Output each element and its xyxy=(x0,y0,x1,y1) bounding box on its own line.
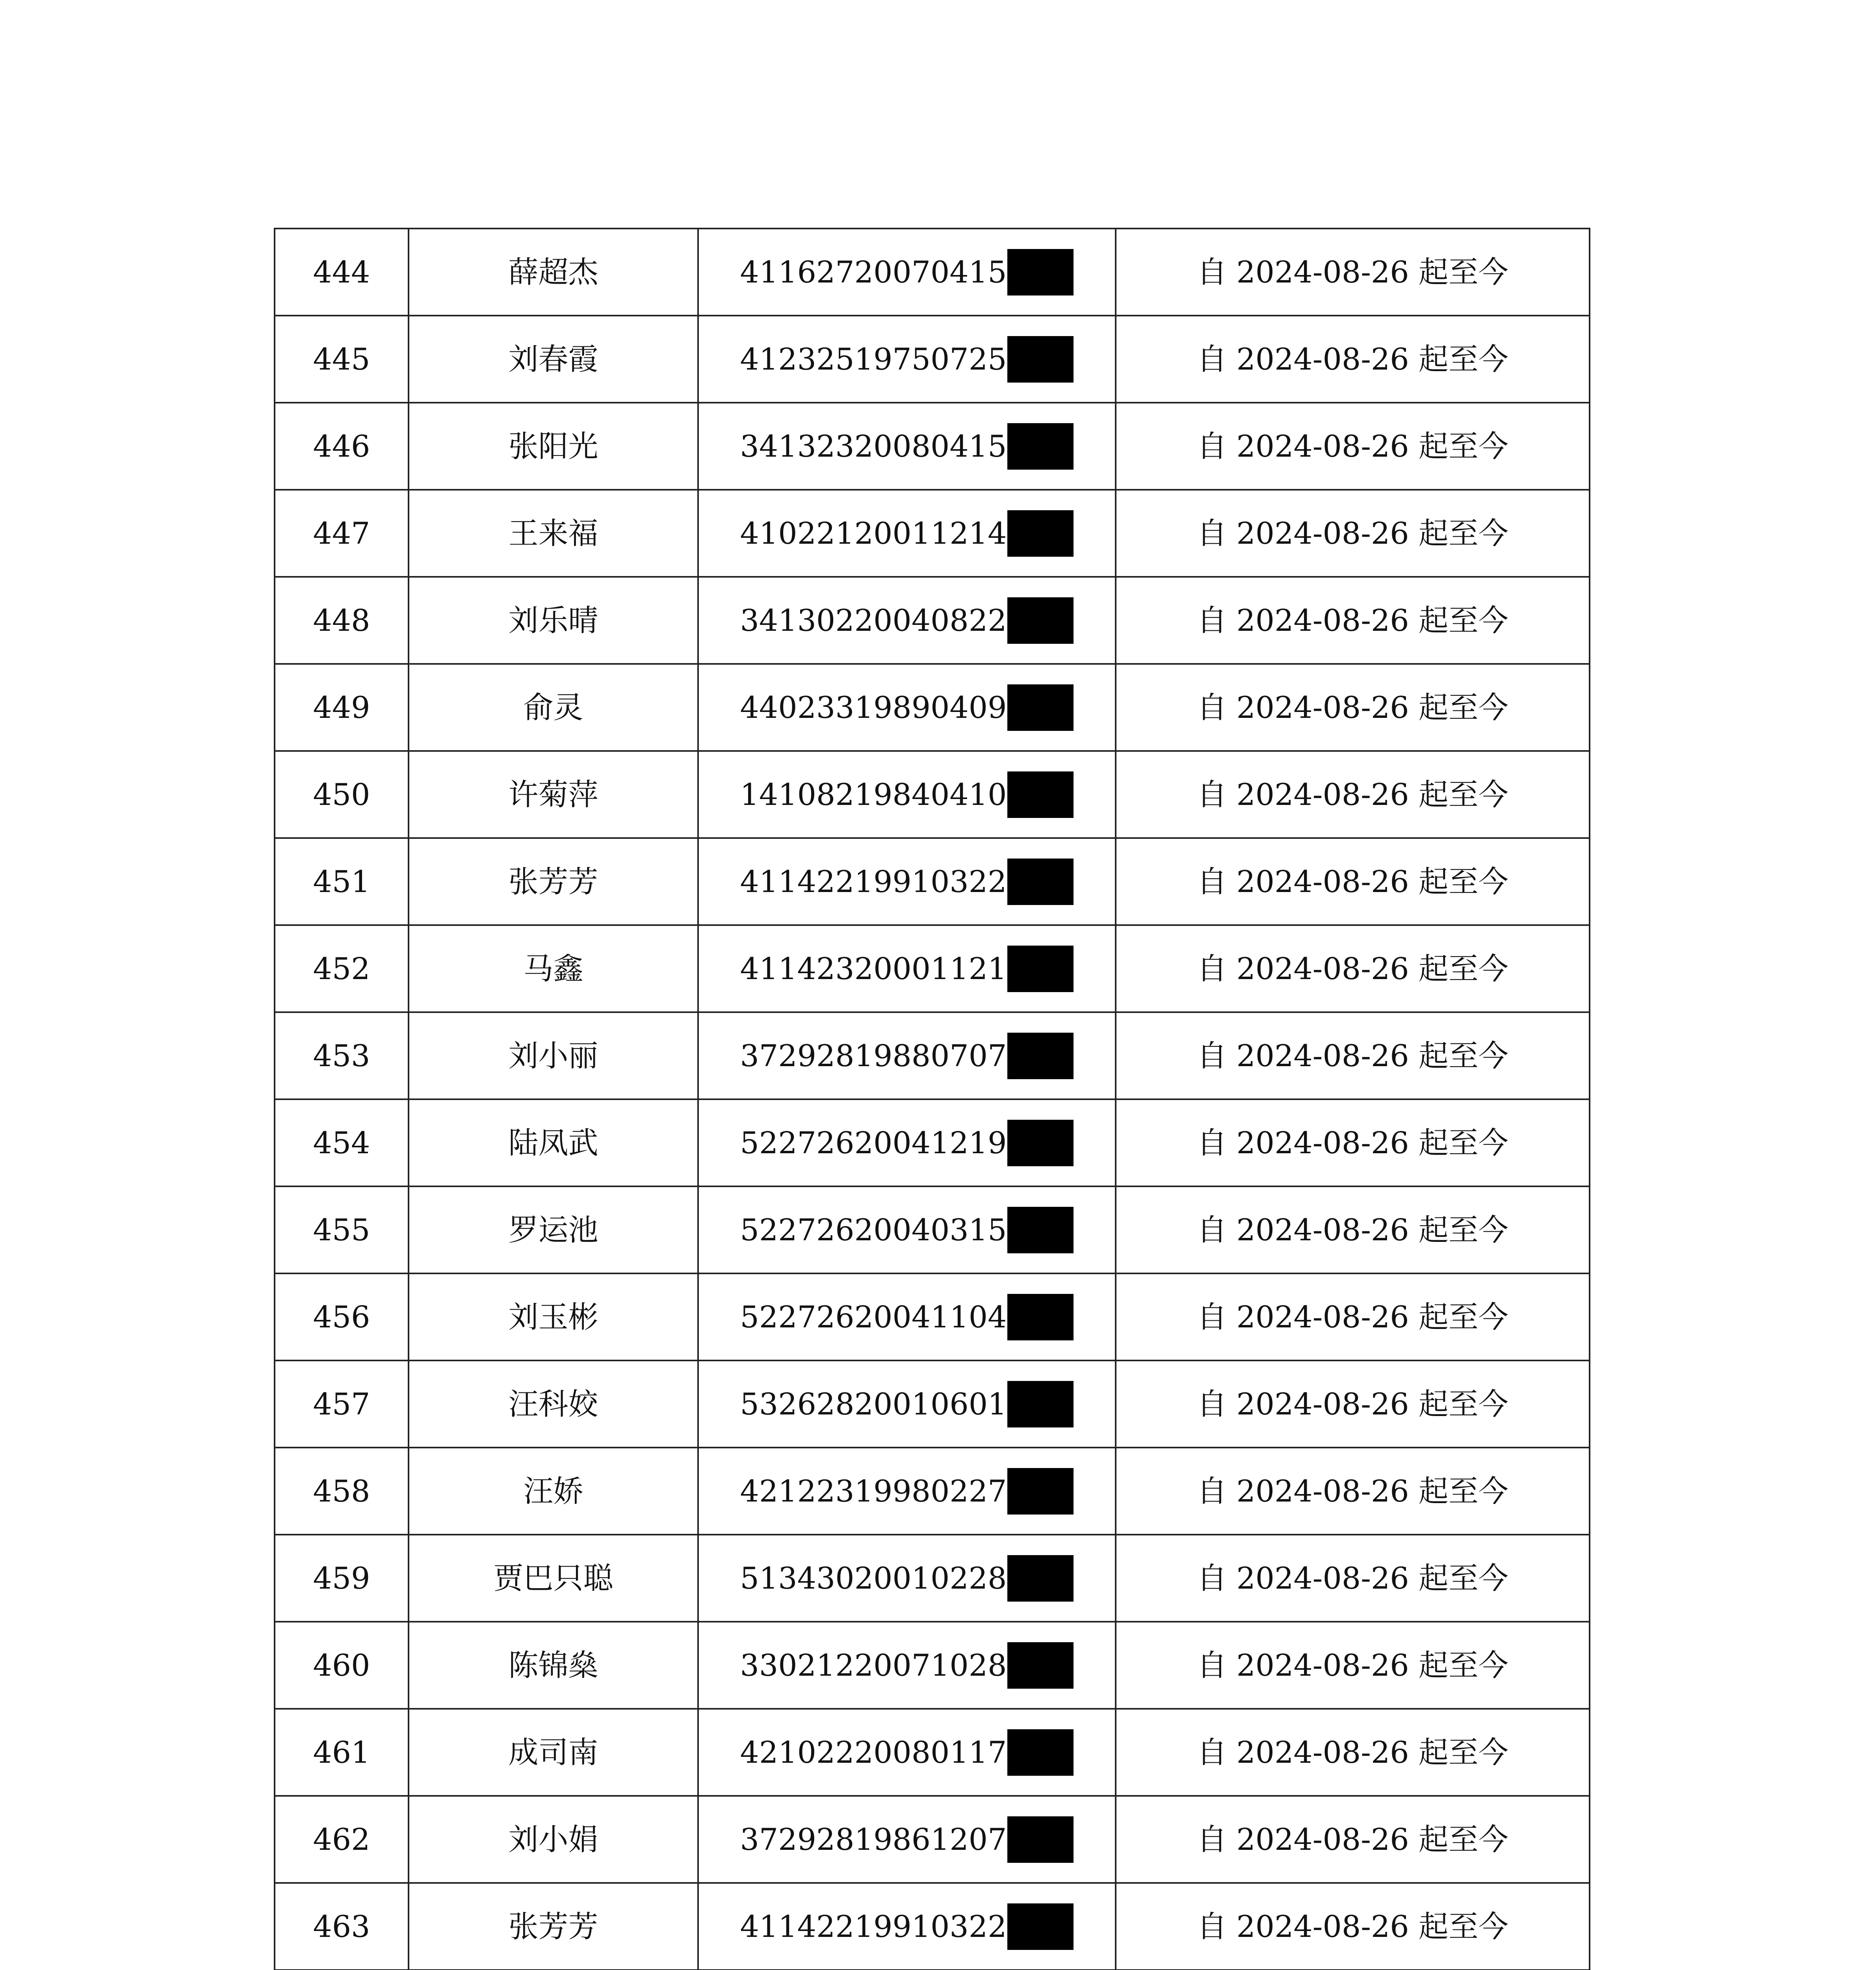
redaction-block xyxy=(1007,249,1074,296)
redaction-block xyxy=(1007,1555,1074,1602)
id-number-text: 37292819880707 xyxy=(740,1038,1007,1073)
period-cell: 自 2024-08-26 起至今 xyxy=(1116,1622,1590,1709)
redaction-block xyxy=(1007,423,1074,470)
redaction-block xyxy=(1007,684,1074,731)
period-cell: 自 2024-08-26 起至今 xyxy=(1116,1535,1590,1622)
id-number-text: 53262820010601 xyxy=(740,1386,1007,1422)
id-number-wrapper xyxy=(740,249,1074,296)
period-cell: 自 2024-08-26 起至今 xyxy=(1116,751,1590,838)
id-number-cell xyxy=(698,664,1116,751)
row-number-cell: 461 xyxy=(275,1709,409,1796)
redaction-block xyxy=(1007,1294,1074,1340)
name-cell: 贾巴只聪 xyxy=(409,1535,698,1622)
name-cell: 刘春霞 xyxy=(409,316,698,403)
row-number-cell: 454 xyxy=(275,1099,409,1186)
name-cell: 陈锦燊 xyxy=(409,1622,698,1709)
id-number-text: 52272620041104 xyxy=(740,1299,1007,1334)
table-body xyxy=(275,229,1590,1970)
id-number-wrapper xyxy=(740,1729,1074,1776)
redaction-block xyxy=(1007,1903,1074,1950)
name-cell: 王来福 xyxy=(409,490,698,577)
name-cell: 俞灵 xyxy=(409,664,698,751)
name-cell: 刘小丽 xyxy=(409,1012,698,1099)
table-row xyxy=(275,403,1590,490)
name-cell: 汪娇 xyxy=(409,1448,698,1535)
id-number-text: 41142219910322 xyxy=(740,864,1007,899)
period-cell: 自 2024-08-26 起至今 xyxy=(1116,1709,1590,1796)
table-row xyxy=(275,925,1590,1012)
table-row xyxy=(275,1622,1590,1709)
id-number-cell xyxy=(698,925,1116,1012)
name-cell: 刘玉彬 xyxy=(409,1273,698,1360)
id-number-cell xyxy=(698,1448,1116,1535)
id-number-wrapper xyxy=(740,1642,1074,1689)
id-number-text: 44023319890409 xyxy=(740,690,1007,725)
id-number-cell xyxy=(698,316,1116,403)
table-row xyxy=(275,838,1590,925)
id-number-wrapper xyxy=(740,946,1074,992)
id-number-text: 52272620041219 xyxy=(740,1125,1007,1160)
redaction-block xyxy=(1007,1033,1074,1079)
period-cell: 自 2024-08-26 起至今 xyxy=(1116,1796,1590,1883)
id-number-wrapper xyxy=(740,1903,1074,1950)
id-number-wrapper xyxy=(740,1381,1074,1427)
id-number-wrapper xyxy=(740,771,1074,818)
table-row xyxy=(275,229,1590,316)
id-number-cell xyxy=(698,1012,1116,1099)
table-row xyxy=(275,1709,1590,1796)
name-cell: 薛超杰 xyxy=(409,229,698,316)
table-row xyxy=(275,1883,1590,1970)
period-cell: 自 2024-08-26 起至今 xyxy=(1116,1883,1590,1970)
row-number-cell: 460 xyxy=(275,1622,409,1709)
row-number-cell: 457 xyxy=(275,1360,409,1448)
id-number-cell xyxy=(698,1186,1116,1273)
name-cell: 陆凤武 xyxy=(409,1099,698,1186)
period-cell: 自 2024-08-26 起至今 xyxy=(1116,316,1590,403)
name-cell: 许菊萍 xyxy=(409,751,698,838)
id-number-wrapper xyxy=(740,1555,1074,1602)
redaction-block xyxy=(1007,336,1074,383)
row-number-cell: 452 xyxy=(275,925,409,1012)
id-number-cell xyxy=(698,1622,1116,1709)
id-number-cell xyxy=(698,1796,1116,1883)
name-cell: 刘小娟 xyxy=(409,1796,698,1883)
row-number-cell: 444 xyxy=(275,229,409,316)
table-row xyxy=(275,1796,1590,1883)
redaction-block xyxy=(1007,1642,1074,1689)
table-row xyxy=(275,1448,1590,1535)
name-cell: 汪科姣 xyxy=(409,1360,698,1448)
row-number-cell: 446 xyxy=(275,403,409,490)
id-number-wrapper xyxy=(740,684,1074,731)
id-number-cell xyxy=(698,1883,1116,1970)
redaction-block xyxy=(1007,1729,1074,1776)
row-number-cell: 458 xyxy=(275,1448,409,1535)
period-cell: 自 2024-08-26 起至今 xyxy=(1116,229,1590,316)
redaction-block xyxy=(1007,1816,1074,1863)
id-number-text: 42122319980227 xyxy=(740,1473,1007,1509)
redaction-block xyxy=(1007,1120,1074,1166)
row-number-cell: 456 xyxy=(275,1273,409,1360)
id-number-cell xyxy=(698,838,1116,925)
id-number-wrapper xyxy=(740,510,1074,557)
period-cell: 自 2024-08-26 起至今 xyxy=(1116,1360,1590,1448)
period-cell: 自 2024-08-26 起至今 xyxy=(1116,577,1590,664)
id-number-cell xyxy=(698,1099,1116,1186)
table-row xyxy=(275,751,1590,838)
name-cell: 张阳光 xyxy=(409,403,698,490)
id-number-cell xyxy=(698,1360,1116,1448)
id-number-wrapper xyxy=(740,1294,1074,1340)
id-number-text: 41142320001121 xyxy=(740,951,1007,986)
name-cell: 张芳芳 xyxy=(409,838,698,925)
table-row xyxy=(275,1099,1590,1186)
name-cell: 刘乐晴 xyxy=(409,577,698,664)
id-number-cell xyxy=(698,403,1116,490)
period-cell: 自 2024-08-26 起至今 xyxy=(1116,490,1590,577)
row-number-cell: 445 xyxy=(275,316,409,403)
table-row xyxy=(275,1273,1590,1360)
redaction-block xyxy=(1007,510,1074,557)
table-row xyxy=(275,1360,1590,1448)
row-number-cell: 459 xyxy=(275,1535,409,1622)
table-row xyxy=(275,1186,1590,1273)
id-number-wrapper xyxy=(740,1120,1074,1166)
period-cell: 自 2024-08-26 起至今 xyxy=(1116,1273,1590,1360)
id-number-cell xyxy=(698,1273,1116,1360)
id-number-wrapper xyxy=(740,423,1074,470)
period-cell: 自 2024-08-26 起至今 xyxy=(1116,403,1590,490)
id-number-text: 51343020010228 xyxy=(740,1560,1007,1596)
id-number-wrapper xyxy=(740,1816,1074,1863)
id-number-cell xyxy=(698,751,1116,838)
row-number-cell: 451 xyxy=(275,838,409,925)
row-number-cell: 462 xyxy=(275,1796,409,1883)
id-number-wrapper xyxy=(740,336,1074,383)
row-number-cell: 447 xyxy=(275,490,409,577)
name-cell: 罗运池 xyxy=(409,1186,698,1273)
period-cell: 自 2024-08-26 起至今 xyxy=(1116,1186,1590,1273)
personnel-table xyxy=(274,228,1590,1970)
row-number-cell: 463 xyxy=(275,1883,409,1970)
row-number-cell: 455 xyxy=(275,1186,409,1273)
id-number-wrapper xyxy=(740,597,1074,644)
id-number-text: 33021220071028 xyxy=(740,1647,1007,1683)
id-number-cell xyxy=(698,229,1116,316)
id-number-text: 41232519750725 xyxy=(740,341,1007,377)
period-cell: 自 2024-08-26 起至今 xyxy=(1116,838,1590,925)
name-cell: 成司南 xyxy=(409,1709,698,1796)
period-cell: 自 2024-08-26 起至今 xyxy=(1116,664,1590,751)
table-row xyxy=(275,664,1590,751)
id-number-text: 34132320080415 xyxy=(740,428,1007,464)
redaction-block xyxy=(1007,946,1074,992)
redaction-block xyxy=(1007,1207,1074,1253)
redaction-block xyxy=(1007,771,1074,818)
period-cell: 自 2024-08-26 起至今 xyxy=(1116,925,1590,1012)
id-number-wrapper xyxy=(740,1207,1074,1253)
name-cell: 张芳芳 xyxy=(409,1883,698,1970)
period-cell: 自 2024-08-26 起至今 xyxy=(1116,1099,1590,1186)
id-number-cell xyxy=(698,1709,1116,1796)
table-row xyxy=(275,316,1590,403)
row-number-cell: 453 xyxy=(275,1012,409,1099)
id-number-text: 42102220080117 xyxy=(740,1734,1007,1770)
redaction-block xyxy=(1007,1381,1074,1427)
id-number-wrapper xyxy=(740,859,1074,905)
row-number-cell: 449 xyxy=(275,664,409,751)
table-row xyxy=(275,577,1590,664)
id-number-cell xyxy=(698,1535,1116,1622)
table-row xyxy=(275,1012,1590,1099)
id-number-cell xyxy=(698,490,1116,577)
table-row xyxy=(275,490,1590,577)
row-number-cell: 448 xyxy=(275,577,409,664)
id-number-cell xyxy=(698,577,1116,664)
period-cell: 自 2024-08-26 起至今 xyxy=(1116,1448,1590,1535)
redaction-block xyxy=(1007,859,1074,905)
redaction-block xyxy=(1007,597,1074,644)
name-cell: 马鑫 xyxy=(409,925,698,1012)
id-number-text: 41162720070415 xyxy=(740,254,1007,290)
table-row xyxy=(275,1535,1590,1622)
id-number-text: 41022120011214 xyxy=(740,515,1007,551)
id-number-text: 52272620040315 xyxy=(740,1212,1007,1247)
id-number-wrapper xyxy=(740,1033,1074,1079)
redaction-block xyxy=(1007,1468,1074,1515)
id-number-text: 14108219840410 xyxy=(740,777,1007,812)
row-number-cell: 450 xyxy=(275,751,409,838)
period-cell: 自 2024-08-26 起至今 xyxy=(1116,1012,1590,1099)
id-number-text: 37292819861207 xyxy=(740,1821,1007,1857)
id-number-text: 34130220040822 xyxy=(740,602,1007,638)
id-number-text: 41142219910322 xyxy=(740,1909,1007,1944)
id-number-wrapper xyxy=(740,1468,1074,1515)
